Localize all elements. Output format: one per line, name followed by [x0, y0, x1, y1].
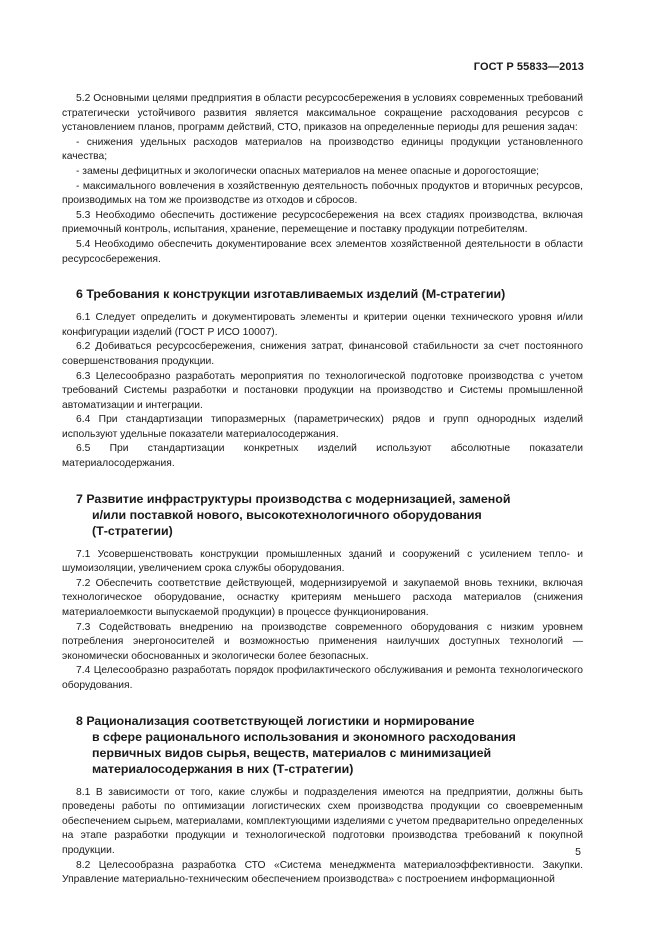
section-heading-7: [62, 491, 583, 539]
paragraph-7-4: 7.4 Целесообразно разработать порядок профилактического обслуживания и ремонта технологического оборудования.: [62, 665, 583, 691]
heading-line: (Т-стратегии): [92, 523, 173, 538]
paragraph-7-2: 7.2 Обеспечить соответствие действующей, модернизируемой и закупаемой вновь техники, включая технологическое оборудование, оснастку критериям меньшего расхода материалов (снижения материалоемкости выпускаемой продукции) в процессе функционирования.: [62, 577, 583, 619]
paragraph-7-1: 7.1 Усовершенствовать конструкции промышленных зданий и сооружений с усилением тепло- и шумоизоляции, увеличением срока службы оборудования.: [62, 548, 583, 575]
heading-line: материалосодержания в них (Т-стратегии): [92, 761, 354, 776]
paragraph-7-3: 7.3 Содействовать внедрению на производстве современного оборудования с низким уровнем потребления энергоносителей и возможностью применения наилучших доступных технологий — экономически обоснованных и экологически более безопасных.: [62, 621, 583, 662]
list-item: - максимального вовлечения в хозяйственную деятельность побочных продуктов и вторичных ресурсов, производимых на том же производстве из отходов и сбросов.: [62, 180, 583, 207]
paragraph-8-1: 8.1 В зависимости от того, какие службы и подразделения имеются на предприятии, должны быть проведены работы по оптимизации логистических схем производства продукции со своевременным обеспечением сырьем, материалами, комплектующими изделиями с учетом предварительно определенных на этапе разработки продукции и технологической подготовки производства требований к покупной продукции.: [62, 786, 583, 856]
heading-line: 6 Требования к конструкции изготавливаемых изделий (М-стратегии): [76, 287, 506, 302]
paragraph-6-5: 6.5 При стандартизации конкретных изделий используют абсолютные показатели материалосодержания.: [62, 443, 583, 470]
paragraph-6-4: 6.4 При стандартизации типоразмерных (параметрических) рядов и групп однородных изделий используют удельные показатели материалосодержания.: [62, 414, 583, 440]
heading-line: первичных видов сырья, веществ, материалов с минимизацией: [92, 745, 492, 760]
section-heading-6: [62, 286, 583, 302]
list-item: - снижения удельных расходов материалов на производство единицы продукции установленного качества;: [62, 136, 583, 163]
page-number: 5: [575, 846, 581, 858]
heading-line: 8 Рационализация соответствующей логистики и нормирование: [76, 713, 475, 728]
heading-line: в сфере рационального использования и экономного расходования: [92, 729, 516, 744]
section-heading-8: [62, 713, 583, 777]
paragraph-6-1: 6.1 Следует определить и документировать элементы и критерии оценки технического уровня и/или конфигурации изделий (ГОСТ Р ИСО 10007).: [62, 312, 583, 338]
paragraph-8-2: 8.2 Целесообразна разработка СТО «Система менеджмента материалоэффективности. Закупки. Управление материально-техническим обеспечением производства» с построением информационной: [62, 859, 583, 886]
heading-line: 7 Развитие инфраструктуры производства с модернизацией, заменой: [76, 491, 511, 506]
standard-designation: ГОСТ Р 55833—2013: [473, 61, 584, 73]
paragraph-5-2: 5.2 Основными целями предприятия в области ресурсосбережения в условиях современных требований стратегически устойчивого развития является максимальное сокращение расходования ресурсов с установлением планов, программ действий, СТО, приказов на определенные периоды для решения задач:: [62, 93, 583, 134]
paragraph-6-2: 6.2 Добиваться ресурсосбережения, снижения затрат, финансовой стабильности за счет постоянного совершенствования продукции.: [62, 341, 583, 367]
document-body: [62, 92, 583, 888]
list-item: - замены дефицитных и экологически опасных материалов на менее опасные и дорогостоящие;: [76, 165, 540, 177]
heading-line: и/или поставкой нового, высокотехнологичного оборудования: [92, 507, 482, 522]
paragraph-5-3: 5.3 Необходимо обеспечить достижение ресурсосбережения на всех стадиях производства, включая приемочный контроль, испытания, хранение, перемещение и поставку продукции потребителям.: [62, 209, 583, 236]
paragraph-6-3: 6.3 Целесообразно разработать мероприятия по технологической подготовке производства с учетом требований Системы разработки и постановки продукции на производство и Системы промышленной автоматизации и интеграции.: [62, 370, 583, 411]
paragraph-5-4: 5.4 Необходимо обеспечить документирование всех элементов хозяйственной деятельности в области ресурсосбережения.: [62, 238, 583, 265]
